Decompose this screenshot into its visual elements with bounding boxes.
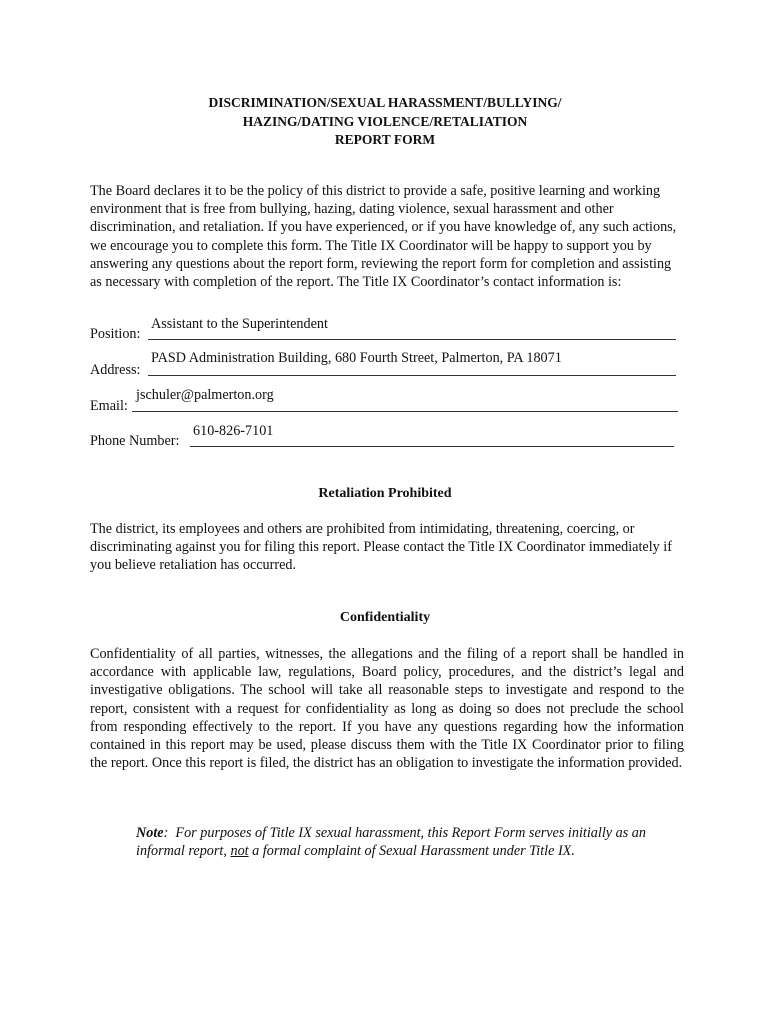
address-underline[interactable] (148, 375, 676, 376)
retaliation-heading: Retaliation Prohibited (318, 486, 452, 501)
email-underline[interactable] (132, 411, 678, 412)
intro-paragraph: The Board declares it to be the policy of this district to provide a safe, positive learning and working environment that is free from bullying, hazing, dating violence, sexual harassment and other discrimination, and retaliation. If you have experienced, or if you have knowledge of, any such actions, we encourage you to complete this form. The Title IX Coordinator will be happy to support you by answering any questions about the report form, reviewing the report form for completion and assisting as necessary with completion of the report. The Title IX Coordinator’s contact information is: (90, 183, 677, 291)
phone-label: Phone Number: (90, 433, 180, 449)
email-value[interactable]: jschuler@palmerton.org (136, 387, 274, 403)
note-text-after: a formal complaint of Sexual Harassment under Title IX. (248, 843, 575, 860)
email-field (90, 387, 678, 414)
confidentiality-paragraph: Confidentiality of all parties, witnesses, the allegations and the filing of a report shall be handled in accordance with applicable law, regulations, Board policy, procedures, and the district’s legal and investigative obligations. The school will take all reasonable steps to investigate and respond to the report, consistent with a request for confidentiality as long as doing so does not preclude the school from responding effectively to the report. If you have any questions regarding how the information contained in this report may be used, please discuss them with the Title IX Coordinator prior to filing the report. Once this report is filed, the district has an obligation to investigate the information provided. (90, 646, 684, 772)
retaliation-paragraph: The district, its employees and others are prohibited from intimidating, threatening, coercing, or discriminating against you for filing this report. Please contact the Title IX Coordinator immediately if you believe retaliation has occurred. (90, 521, 672, 574)
form-title-line-2: HAZING/DATING VIOLENCE/RETALIATION (242, 113, 528, 129)
note-label: Note (136, 825, 164, 841)
position-field (90, 316, 678, 342)
position-value[interactable]: Assistant to the Superintendent (151, 316, 328, 332)
address-field (90, 350, 678, 378)
form-title-line-3: REPORT FORM (334, 132, 436, 147)
position-underline[interactable] (148, 339, 676, 340)
phone-underline[interactable] (190, 446, 674, 447)
address-label: Address: (90, 362, 141, 378)
note-emphasis: not (230, 843, 249, 860)
email-label: Email: (90, 398, 128, 414)
note-text-before: For purposes of Title IX sexual harassment, this Report Form serves initially as an informal report, (136, 825, 650, 860)
address-value[interactable]: PASD Administration Building, 680 Fourth Street, Palmerton, PA 18071 (151, 350, 562, 366)
form-title-line-1: DISCRIMINATION/SEXUAL HARASSMENT/BULLYING/ (208, 95, 562, 110)
title-ix-note (136, 824, 696, 860)
phone-value[interactable]: 610-826-7101 (193, 423, 274, 439)
phone-field (90, 423, 674, 449)
form-title (0, 94, 770, 150)
note-colon: : (163, 825, 169, 841)
position-label: Position: (90, 326, 141, 342)
confidentiality-heading: Confidentiality (339, 610, 431, 625)
